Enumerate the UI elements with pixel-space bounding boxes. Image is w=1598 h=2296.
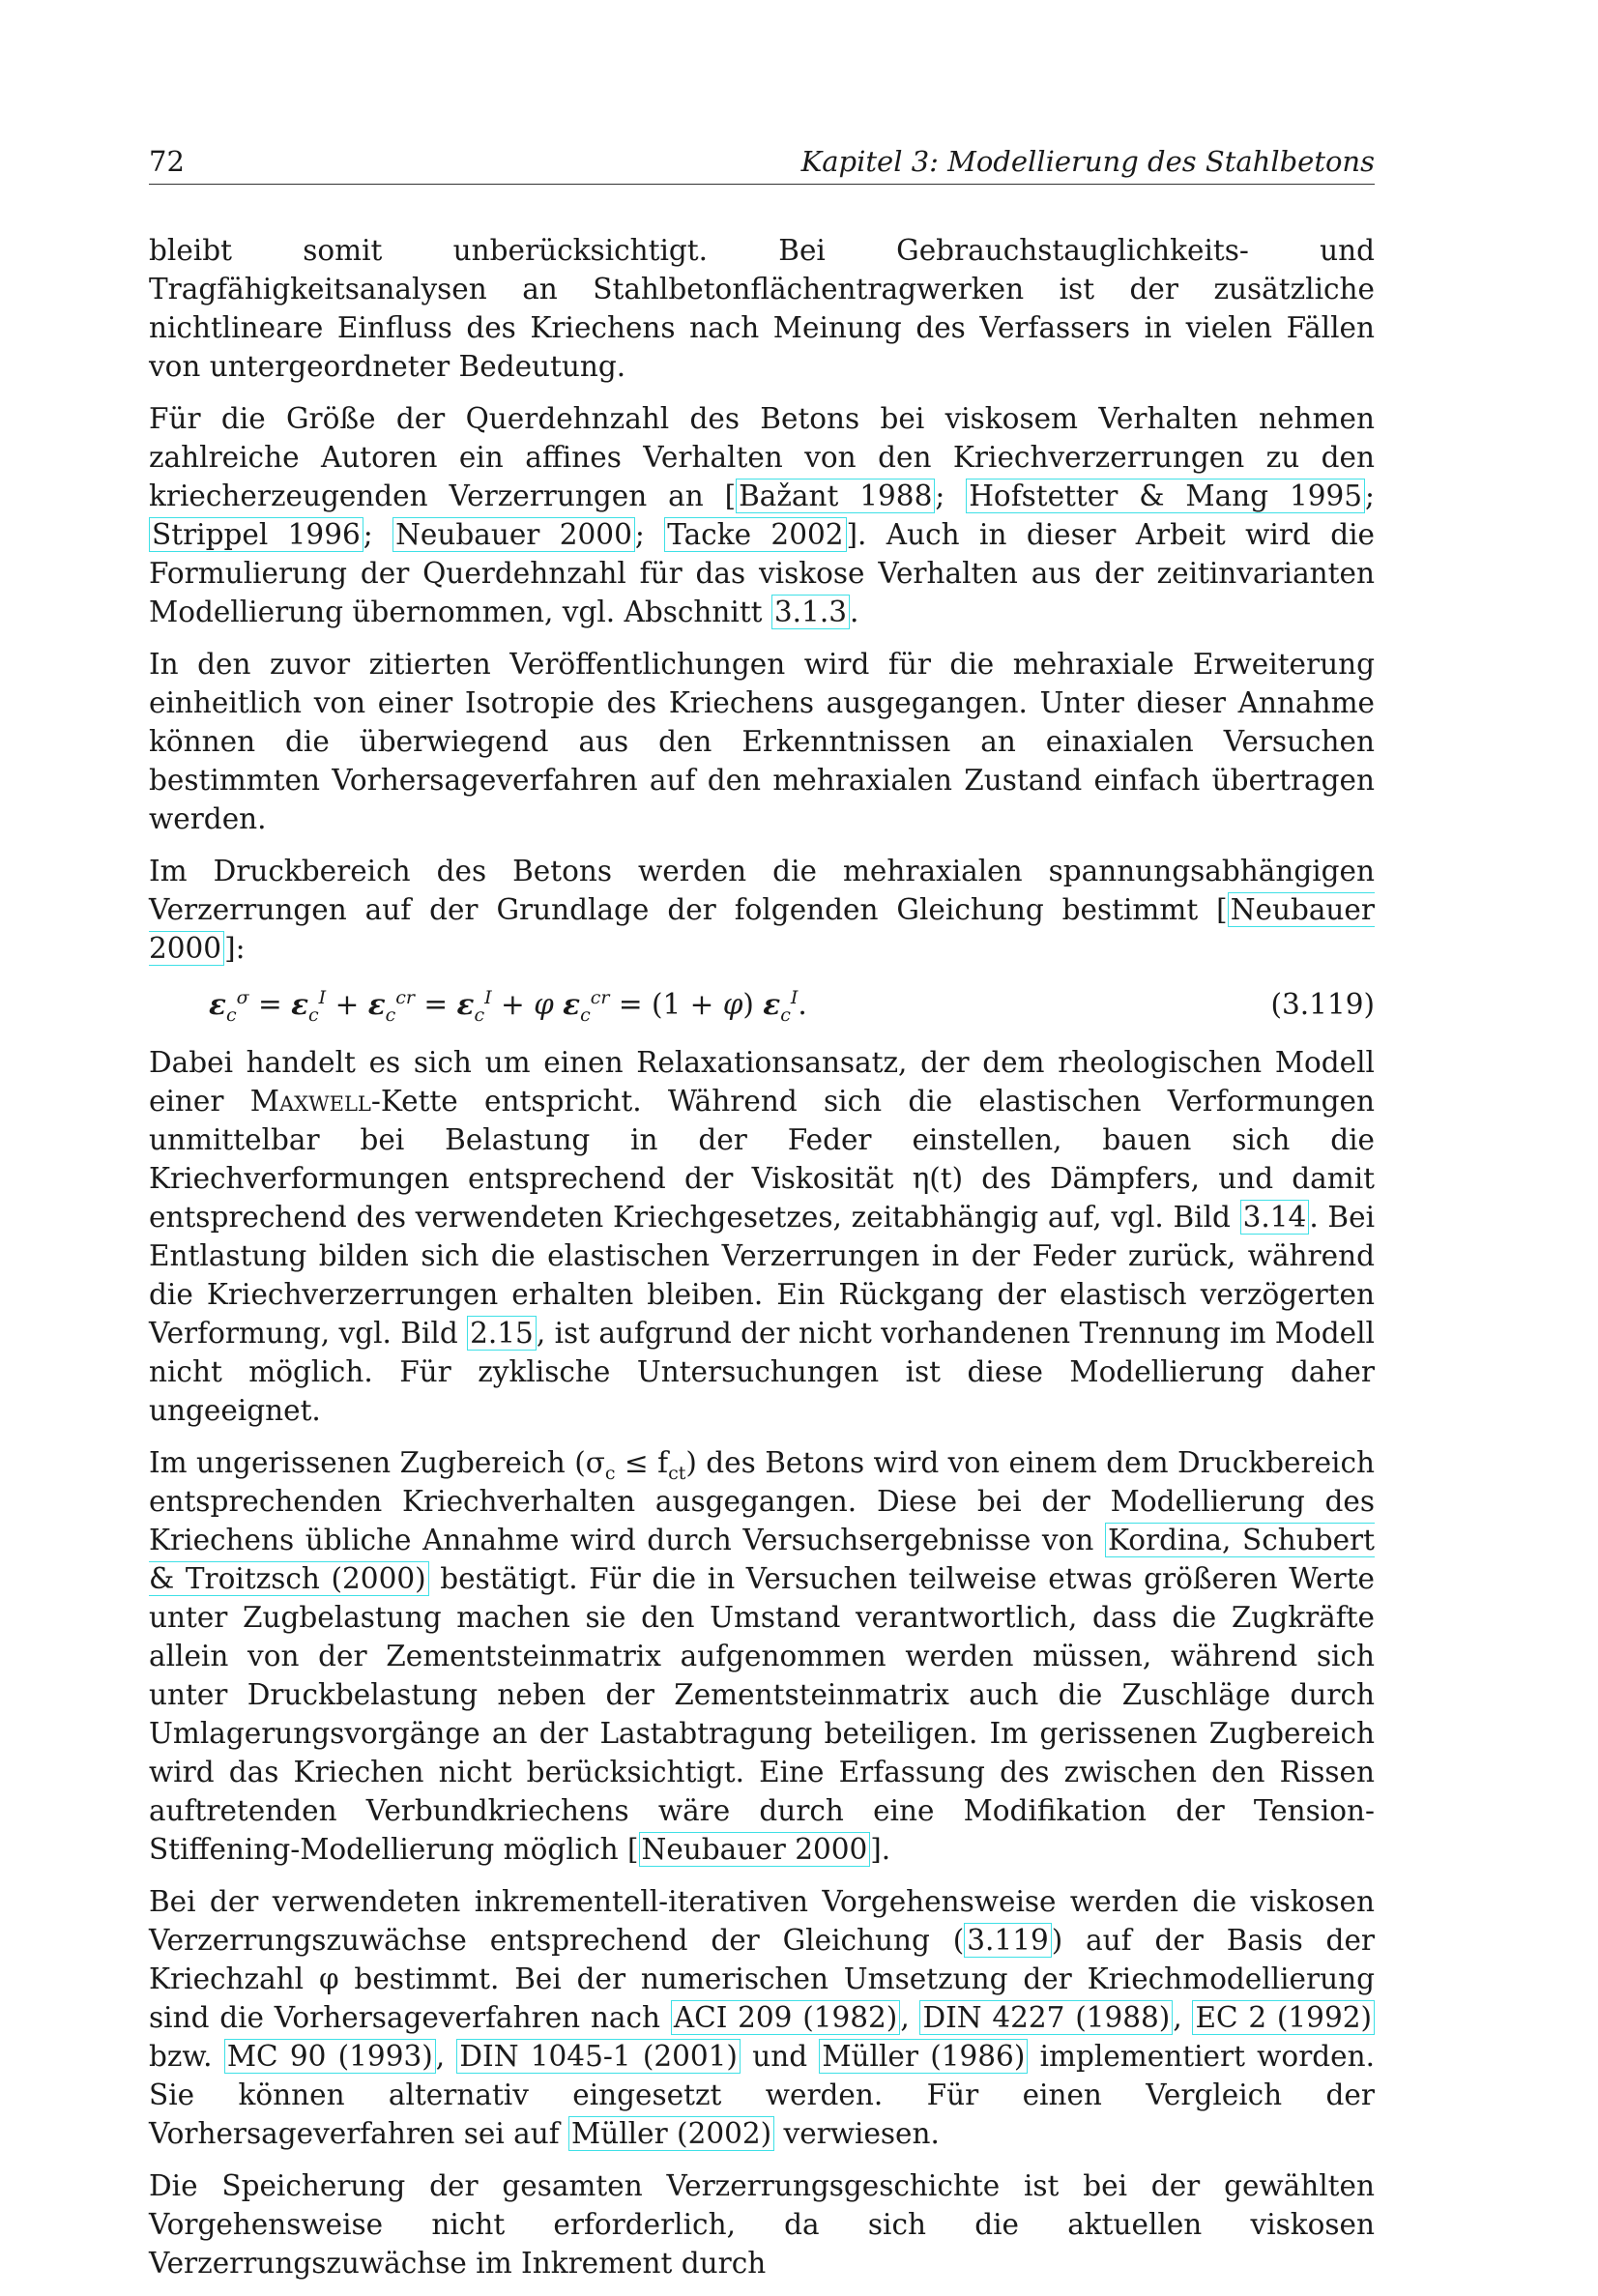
text: implementiert worden. Sie können alternativ eingesetzt werden. Für einen Vergleich der Vorhersageverfahren sei auf <box>149 2040 1376 2150</box>
text: und <box>740 2040 820 2073</box>
citation-link[interactable]: Neubauer 2000 <box>149 893 1375 965</box>
citation-link[interactable]: DIN 1045-1 (2001) <box>456 2039 741 2074</box>
text: , <box>435 2040 457 2073</box>
citation-link[interactable]: Müller (1986) <box>819 2039 1028 2074</box>
paragraph-2: Für die Größe der Querdehnzahl des Betons bei viskosem Verhalten nehmen zahlreiche Autoren ein affines Verhalten von den Kriechverzerrungen zu den kriecherzeugenden Verzerrungen an [ Bažant 1988 ; Hofstetter & Mang 1995 ; Strippel 1996 ; Neubauer 2000 ; Tacke 2002 ]. Auch in dieser Arbeit wird die Formulierung der Querdehnzahl für das viskose Verhalten aus der zeitinvarianten Modellierung übernommen, vgl. Abschnitt 3.1.3 . <box>149 402 1375 628</box>
citation-link[interactable]: Bažant 1988 <box>736 479 935 513</box>
citation-link[interactable]: Neubauer 2000 <box>639 1832 871 1867</box>
equation-number: (3.119) <box>1270 988 1375 1021</box>
citation-link[interactable]: Tacke 2002 <box>664 517 846 552</box>
text: bzw. <box>149 2040 224 2073</box>
text: verwiesen. <box>774 2117 940 2150</box>
text: ) des Betons wird von einem dem Druckbereich entsprechenden Kriechverhalten ausgegangen. Diese bei der Modellierung des Kriechens übliche Annahme wird durch Versuchsergebnisse von <box>149 1446 1376 1556</box>
paragraph-7 <box>149 1882 1375 2153</box>
paragraph-3: In den zuvor zitierten Veröffentlichungen wird für die mehraxiale Erweiterung einheitlich von einer Isotropie des Kriechens ausgegangen. Unter dieser Annahme können die überwiegend aus den Erkenntnissen an einaxialen Versuchen bestimmten Vorhersageverfahren auf den mehraxialen Zustand einfach übertragen werden. <box>149 648 1375 835</box>
text: . <box>849 596 859 628</box>
text: , <box>1173 2001 1193 2034</box>
citation-link[interactable]: Kordina, Schubert & Troitzsch (2000) <box>149 1524 1376 1595</box>
figure-link[interactable]: 2.15 <box>467 1316 537 1351</box>
text: Dabei handelt es sich um einen Relaxationsansatz, der dem rheologischen Modell einer <box>149 1046 1375 1118</box>
section-link[interactable]: 3.1.3 <box>771 595 850 629</box>
citation-link[interactable]: EC 2 (1992) <box>1192 2000 1375 2035</box>
paragraph-6: Im ungerissenen Zugbereich $(\sigma_c \le f_{ct})$ des Betons wird von einem dem Druckbereich entsprechenden Kriechverhalten ausgegangen. Diese bei der Modellierung des Kriechens übliche Annahme wird durch Versuchsergebnisse von Kordina, Schubert & Troitzsch (2000) bestätigt. Für die in Versuchen teilweise etwas größeren Werte unter Zugbelastung machen sie den Umstand verantwortlich, dass die Zugkräfte allein von der Zementsteinmatrix aufgenommen werden müssen, während sich unter Druckbelastung neben der Zementsteinmatrix auch die Zuschläge durch Umlagerungsvorgänge an der Lastabtragung beteiligen. Im gerissenen Zugbereich wird das Kriechen nicht berücksichtigt. Eine Erfassung des zwischen den Rissen auftretenden Verbundkriechens wäre durch eine Modifikation der Tension-Stiffening-Modellierung möglich [ Neubauer 2000 ]. <box>149 1446 1376 1866</box>
paragraph-5 <box>149 1043 1375 1430</box>
citation-link[interactable]: DIN 4227 (1988) <box>919 2000 1173 2035</box>
text: Für die Größe der Querdehnzahl des Betons bei viskosem Verhalten nehmen zahlreiche Autoren ein affines Verhalten von den Kriechverzerrungen zu den kriecherzeugenden Verzerrungen an [ <box>149 402 1375 512</box>
citation-link[interactable]: Strippel 1996 <box>149 517 363 552</box>
text: Im Druckbereich des Betons werden die mehraxialen spannungsabhängigen Verzerrungen auf der Grundlage der folgenden Gleichung bestimmt [ <box>149 855 1375 926</box>
page-number: 72 <box>149 145 185 178</box>
equation-link[interactable]: 3.119 <box>964 1923 1051 1958</box>
paragraph-1: bleibt somit unberücksichtigt. Bei Gebrauchstauglichkeits- und Tragfähigkeitsanalysen an Stahlbetonflächentragwerken ist der zusätzliche nichtlineare Einfluss des Kriechens nach Meinung des Verfassers in vielen Fällen von untergeordneter Bedeutung. <box>149 234 1375 383</box>
text: ]. <box>870 1833 891 1866</box>
text: ]: <box>224 932 246 965</box>
running-header <box>149 145 1375 185</box>
text: bestätigt. Für die in Versuchen teilweise etwas größeren Werte unter Zugbelastung machen sie den Umstand verantwortlich, dass die Zugkräfte allein von der Zementsteinmatrix aufgenommen werden müssen, während sich unter Druckbelastung neben der Zementsteinmatrix auch die Zuschläge durch Umlagerungsvorgänge an der Lastabtragung beteiligen. Im gerissenen Zugbereich wird das Kriechen nicht berücksichtigt. Eine Erfassung des zwischen den Rissen auftretenden Verbundkriechens wäre durch eine Modifikation der Tension-Stiffening-Modellierung möglich [ <box>149 1562 1376 1866</box>
citation-link[interactable]: Neubauer 2000 <box>392 517 635 552</box>
body-text <box>149 231 1375 2282</box>
text: , ist aufgrund der nicht vorhandenen Trennung im Modell nicht möglich. Für zyklische Untersuchungen ist diese Modellierung daher ungeeignet. <box>149 1317 1375 1427</box>
figure-link[interactable]: 3.14 <box>1240 1200 1310 1235</box>
text: ) auf der Basis der Kriechzahl φ bestimmt. Bei der numerischen Umsetzung der Kriechmodellierung sind die Vorhersageverfahren nach <box>149 1924 1375 2034</box>
paragraph-8: Die Speicherung der gesamten Verzerrungsgeschichte ist bei der gewählten Vorgehensweise nicht erforderlich, da sich die aktuellen viskosen Verzerrungszuwächse im Inkrement durch <box>149 2169 1375 2280</box>
equation-formula: $\varepsilon_c^\sigma = \varepsilon_c^I + \varepsilon_c^{cr} = \varepsilon_c^I + \varphi$ $\varepsilon_c^{cr} = (1 + \varphi)$ $\varepsilon_c^I$. <box>209 987 807 1026</box>
citation-link[interactable]: Hofstetter & Mang 1995 <box>966 479 1365 513</box>
paragraph-4 <box>149 852 1375 968</box>
text: Bei der verwendeten inkrementell-iterativen Vorgehensweise werden die viskosen Verzerrungszuwächse entsprechend der Gleichung ( <box>149 1885 1375 1957</box>
maxwell-name: Maxwell <box>249 1085 371 1118</box>
citation-link[interactable]: MC 90 (1993) <box>224 2039 436 2074</box>
citation-link[interactable]: Müller (2002) <box>568 2116 774 2151</box>
text: . Bei Entlastung bilden sich die elastischen Verzerrungen in der Feder zurück, während die Kriechverzerrungen erhalten bleiben. Ein Rückgang der elastisch verzögerten Verformung, vgl. Bild <box>149 1201 1375 1350</box>
equation-3-119 <box>149 981 1375 1028</box>
page <box>149 145 1375 2296</box>
text: , <box>900 2001 920 2034</box>
text: ≤ f <box>615 1446 669 1479</box>
chapter-title: Kapitel 3: Modellierung des Stahlbetons <box>800 145 1375 178</box>
text: -Kette entspricht. Während sich die elastischen Verformungen unmittelbar bei Belastung in der Feder einstellen, bauen sich die Kriechverformungen entsprechend der Viskosität η(t) des Dämpfers, und damit entsprechend des verwendeten Kriechgesetzes, zeitabhängig auf, vgl. Bild <box>149 1085 1375 1234</box>
text: Im ungerissenen Zugbereich (σ <box>149 1446 605 1479</box>
citation-link[interactable]: ACI 209 (1982) <box>671 2000 900 2035</box>
text: ]. Auch in dieser Arbeit wird die Formulierung der Querdehnzahl für das viskose Verhalten aus der zeitinvarianten Modellierung übernommen, vgl. Abschnitt <box>149 518 1375 628</box>
